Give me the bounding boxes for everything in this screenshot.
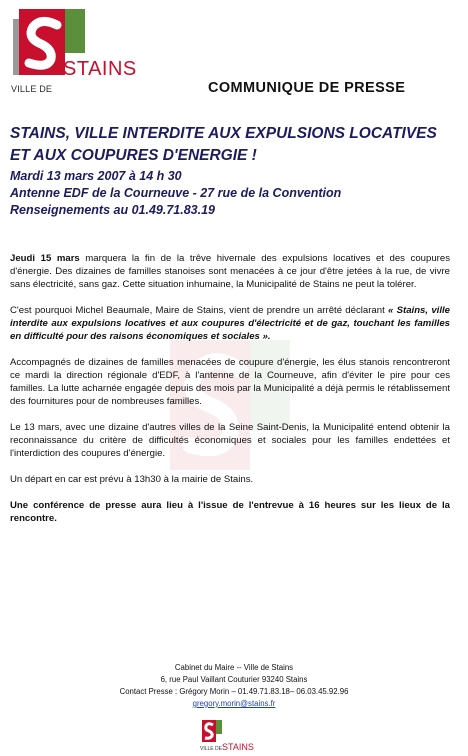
paragraph-1 <box>10 252 450 291</box>
footer-mini-logo <box>200 720 256 752</box>
paragraph-2-lead: C'est pourquoi Michel Beaumale, Maire de Stains, vient de prendre un arrêté déclarant <box>10 305 389 316</box>
event-info-phone: Renseignements au 01.49.71.83.19 <box>10 203 215 217</box>
press-headline-block <box>10 124 460 219</box>
headline-line-2: ET AUX COUPURES D'ENERGIE ! <box>10 147 257 164</box>
mini-logo-mark <box>200 720 256 752</box>
paragraph-2 <box>10 304 450 343</box>
event-place: Antenne EDF de la Courneuve - 27 rue de la Convention <box>10 186 342 200</box>
press-body <box>10 252 450 538</box>
page-header-title: COMMUNIQUE DE PRESSE <box>208 80 406 96</box>
paragraph-2-quote: « Stains, ville interdite aux expulsions locatives et aux coupures d'électricité et de gaz, touchant les familles en difficulté pour des raisons économiques et sociales ». <box>10 305 450 342</box>
footer-contact: Contact Presse : Grégory Morin – 01.49.71.83.18– 06.03.45.92.96 <box>119 687 349 696</box>
paragraph-5: Un départ en car est prévu à 13h30 à la mairie de Stains. <box>10 474 254 485</box>
logo-ville-label: VILLE DE <box>11 84 53 94</box>
paragraph-6: Une conférence de presse aura lieu à l'issue de l'entrevue à 16 heures sur les lieux de la rencontre. <box>10 500 450 524</box>
mini-logo-city: STAINS <box>222 742 254 752</box>
paragraph-1-lead: Jeudi 15 mars <box>10 253 80 264</box>
footer-cabinet: Cabinet du Maire -- Ville de Stains <box>174 663 294 672</box>
paragraph-4: Le 13 mars, avec une dizaine d'autres villes de la Seine Saint-Denis, la Municipalité entend obtenir la reconnaissance du critère de difficultés économiques et sociales pour les familles endettées et l'interdiction des coupures d'énergie. <box>10 422 450 459</box>
event-date: Mardi 13 mars 2007 à 14 h 30 <box>10 169 182 183</box>
footer-address: 6, rue Paul Vaillant Couturier 93240 Stains <box>160 675 308 684</box>
footer-email-link[interactable]: gregory.morin@stains.fr <box>192 699 276 708</box>
contact-footer <box>0 662 468 710</box>
headline-line-1: STAINS, VILLE INTERDITE AUX EXPULSIONS LOCATIVES <box>10 125 437 142</box>
paragraph-1-text: marquera la fin de la trêve hivernale des expulsions locatives et des coupures d'énergie. Des dizaines de familles stanoises sont menacées à ce jour d'être jetées à la rue, de vivre sans électricité, sans gaz. Cette situation inhumaine, la Municipalité de Stains ne peut la tolérer. <box>10 253 450 290</box>
paragraph-3: Accompagnés de dizaines de familles menacées de coupure d'énergie, les élus stanois rencontreront ce mardi la direction régionale d'EDF, à l'antenne de la Courneuve, afin d'éviter le pire pour ces familles. La lutte acharnée engagée depuis des mois par la Municipalité a déjà permis le rétablissement des fournitures pour de nombreuses familles. <box>10 357 450 407</box>
logo-city-label: STAINS <box>63 58 137 80</box>
mini-logo-ville: VILLE DE <box>200 746 222 752</box>
